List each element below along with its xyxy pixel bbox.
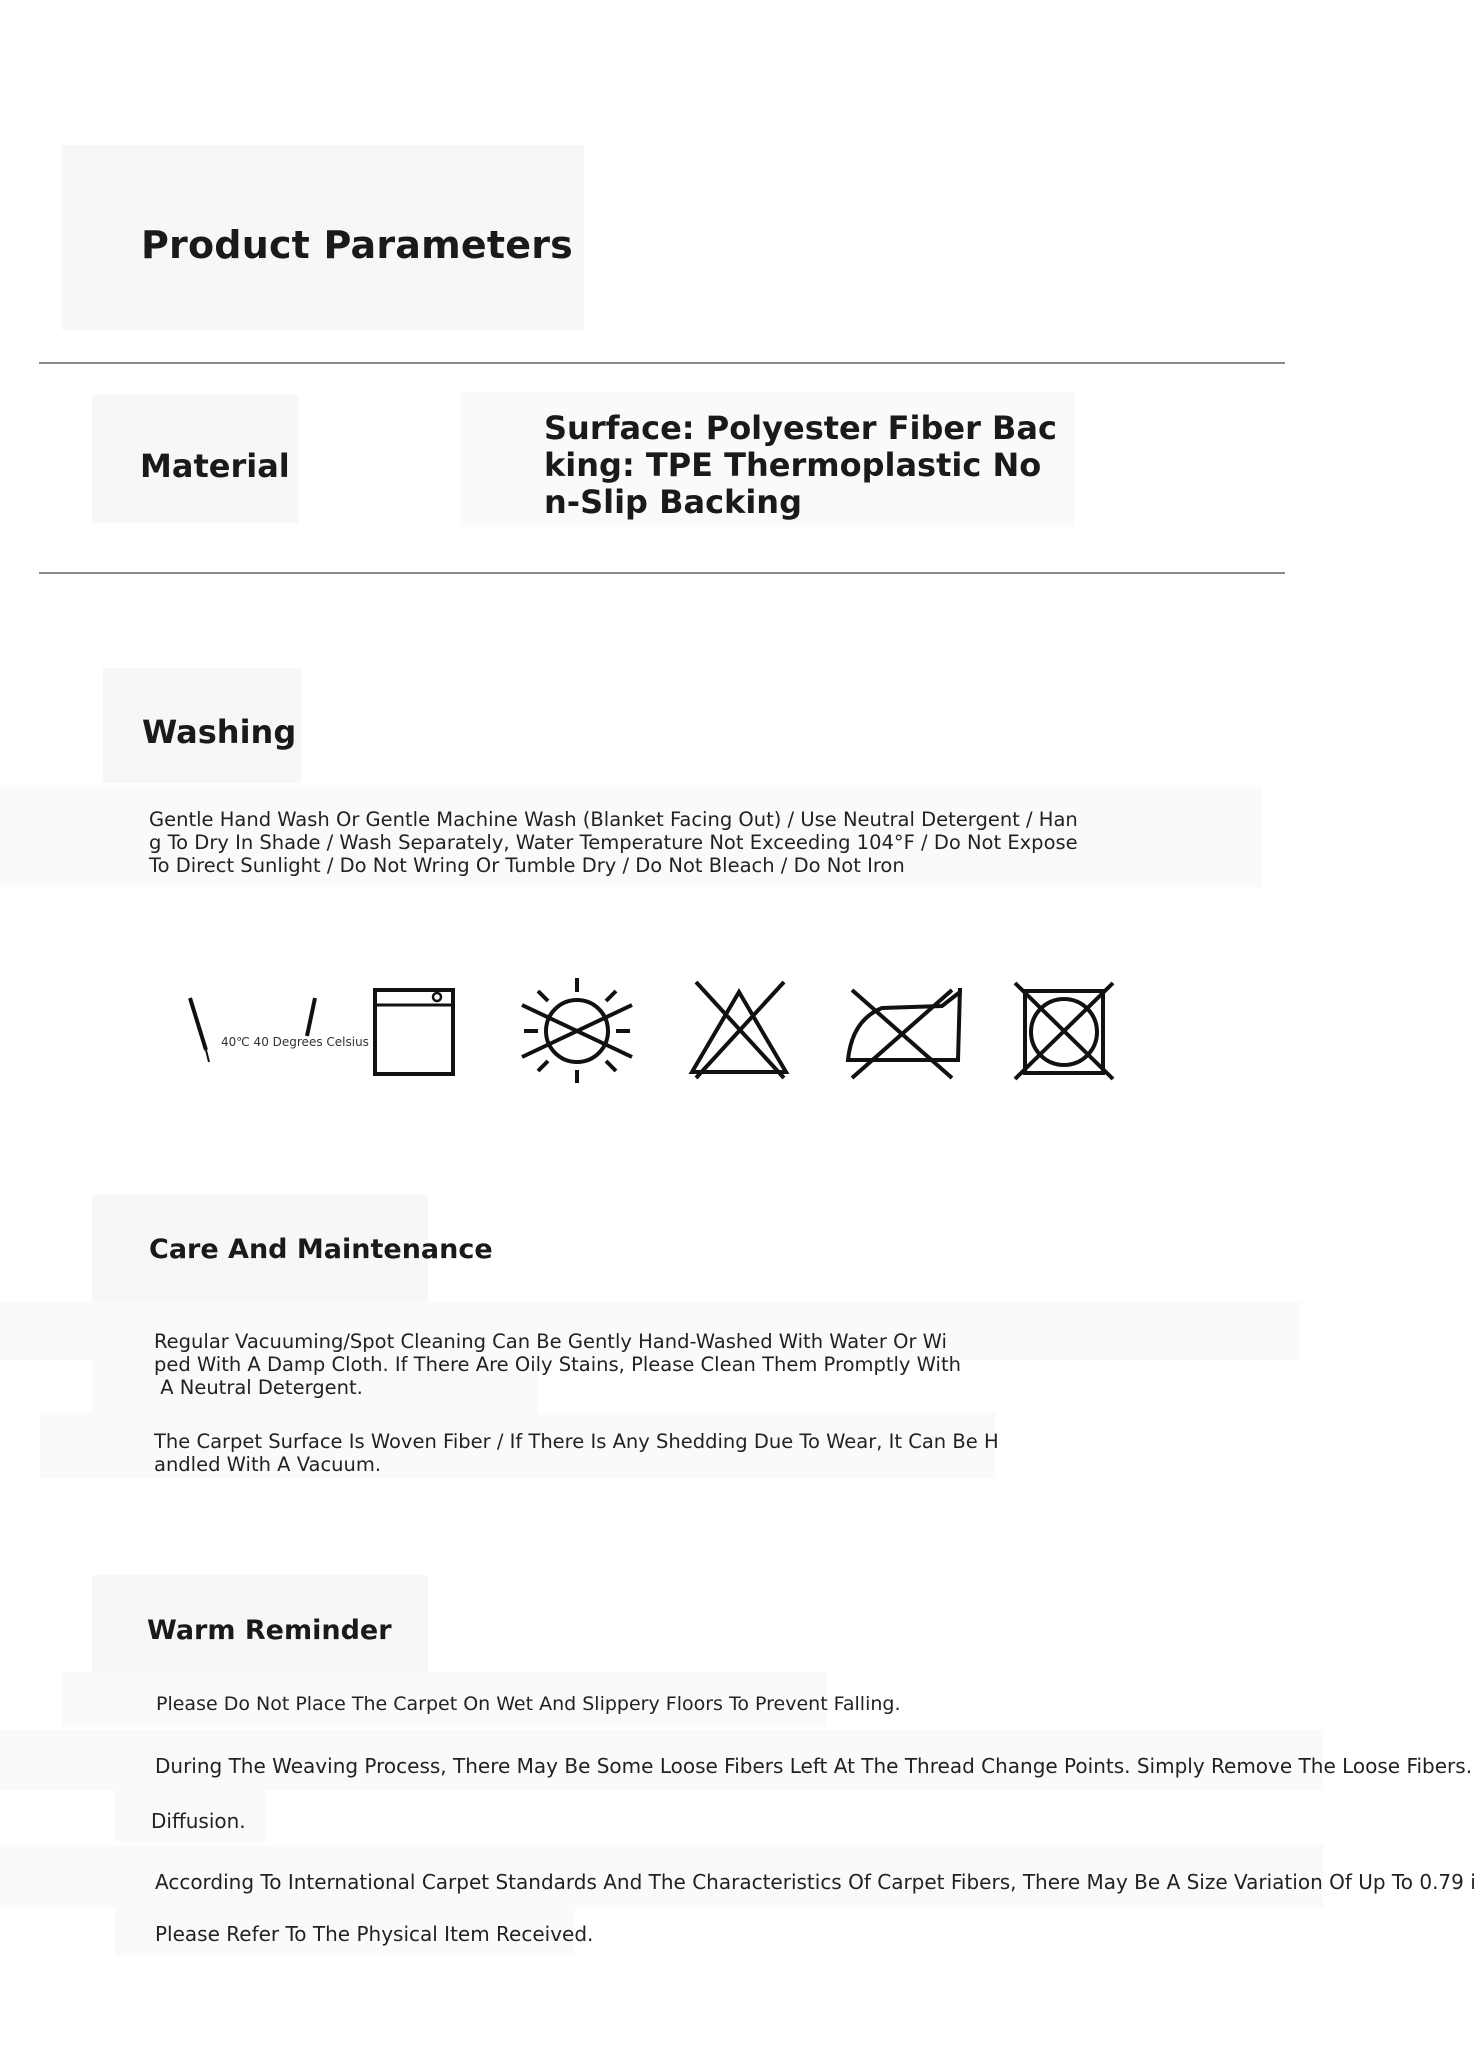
no-direct-sunlight-icon: [520, 975, 635, 1085]
washing-instructions: Gentle Hand Wash Or Gentle Machine Wash (Blanket Facing Out) / Use Neutral Detergent / Han g To Dry In Shade / Wash Separately, Water Temperature Not Exceeding 104°F / Do Not Expose To Direct Sunlight / Do Not Wring Or Tumble Dry / Do Not Bleach / Do Not Iron: [149, 808, 1078, 877]
do-not-tumble-dry-icon: [1013, 983, 1118, 1081]
material-value: Surface: Polyester Fiber Bac king: TPE Thermoplastic No n-Slip Backing: [544, 409, 1057, 521]
reminder-line-4: According To International Carpet Standards And The Characteristics Of Carpet Fibers, There May Be A Size Variation Of Up To 0.79 i: [155, 1870, 1476, 1894]
dry-in-shade-icon: [370, 985, 460, 1080]
material-divider: [39, 572, 1285, 574]
reminder-line-1: Please Do Not Place The Carpet On Wet And Slippery Floors To Prevent Falling.: [156, 1693, 901, 1715]
do-not-bleach-icon: [686, 980, 796, 1080]
care-paragraph-2: The Carpet Surface Is Woven Fiber / If There Is Any Shedding Due To Wear, It Can Be H andled With A Vacuum.: [154, 1430, 999, 1476]
reminder-line-2: During The Weaving Process, There May Be Some Loose Fibers Left At The Thread Change Points. Simply Remove The Loose Fibers.: [155, 1754, 1473, 1778]
reminder-line-3: Diffusion.: [151, 1809, 246, 1833]
material-label: Material: [140, 447, 290, 485]
washing-heading: Washing: [142, 713, 297, 751]
reminder-line-5: Please Refer To The Physical Item Received.: [155, 1922, 594, 1946]
wash-temperature-label: 40℃ 40 Degrees Celsius: [221, 1035, 369, 1049]
care-paragraph-1: Regular Vacuuming/Spot Cleaning Can Be Gently Hand-Washed With Water Or Wi ped With A Damp Cloth. If There Are Oily Stains, Please Clean Them Promptly With A Neutral Detergent.: [154, 1330, 961, 1399]
reminder-heading: Warm Reminder: [147, 1615, 392, 1646]
top-divider: [39, 362, 1285, 364]
care-heading: Care And Maintenance: [149, 1234, 493, 1265]
page-title: Product Parameters: [141, 223, 573, 267]
do-not-iron-icon: [842, 980, 967, 1080]
